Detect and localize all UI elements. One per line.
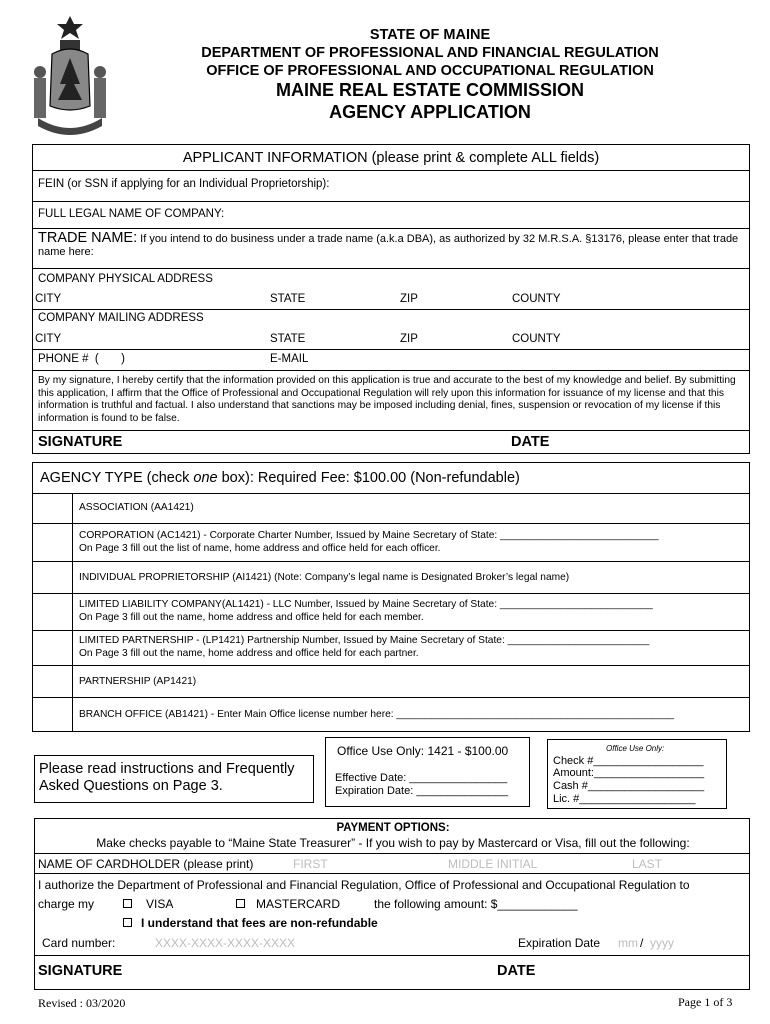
physical-zip-field[interactable]: ZIP — [400, 293, 418, 305]
header-department: DEPARTMENT OF PROFESSIONAL AND FINANCIAL REGULATION — [201, 45, 659, 61]
mailing-county-field[interactable]: COUNTY — [512, 333, 561, 345]
mailing-state-field[interactable]: STATE — [270, 333, 306, 345]
agency-option-lp: LIMITED PARTNERSHIP - (LP1421) Partnership Number, Issued by Maine Secretary of State: _________________________ On Page 3 fill out the name, home address and office held for each partner. — [79, 635, 650, 659]
mailing-city-field[interactable]: CITY — [35, 333, 62, 345]
header-office: OFFICE OF PROFESSIONAL AND OCCUPATIONAL REGULATION — [206, 63, 654, 79]
agency-option-individual: INDIVIDUAL PROPRIETORSHIP (AI1421) (Note: Company’s legal name is Designated Broker’s legal name) — [79, 572, 570, 583]
revised-date: Revised : 03/2020 — [38, 996, 126, 1010]
authorize-text: I authorize the Department of Professional and Financial Regulation, Office of Professional and Occupational Regulation to — [38, 878, 690, 892]
page-title: AGENCY APPLICATION — [329, 102, 531, 122]
expiration-date: Expiration Date: _______________ — [335, 785, 509, 797]
payment-date-field[interactable]: DATE — [497, 963, 536, 979]
card-number-label: Card number: — [42, 936, 116, 950]
office-use-small-title: Office Use Only: — [606, 744, 665, 753]
expiration-month-input[interactable]: mm — [618, 936, 638, 950]
payment-signature-field[interactable]: SIGNATURE — [38, 963, 123, 979]
payment-title: PAYMENT OPTIONS: — [336, 822, 450, 834]
non-refundable-label: I understand that fees are non-refundable — [141, 916, 378, 930]
office-cash: Cash #___________________ — [553, 780, 705, 792]
expiration-label: Expiration Date — [518, 936, 601, 950]
trade-name-label: TRADE NAME: — [38, 230, 138, 246]
physical-state-field[interactable]: STATE — [270, 293, 306, 305]
cardholder-middle-input[interactable]: MIDDLE INITIAL — [448, 857, 538, 871]
agency-type-title: AGENCY TYPE (check one box): Required Fee: $100.00 (Non-refundable) — [40, 470, 520, 486]
date-field[interactable]: DATE — [511, 434, 550, 450]
agency-option-association: ASSOCIATION (AA1421) — [79, 502, 194, 513]
expiration-slash: / — [640, 936, 644, 950]
office-check: Check #__________________ — [553, 755, 704, 767]
visa-checkbox[interactable] — [123, 899, 132, 908]
signature-field[interactable]: SIGNATURE — [38, 434, 123, 450]
mailing-address-field[interactable]: COMPANY MAILING ADDRESS — [38, 312, 204, 324]
certification-text: By my signature, I hereby certify that the information provided on this application is true and accurate to the best of my knowledge and belief. By submitting this application, I affirm that the Office of Professional and Occupational Regulation will rely upon this information for issuance of my license and that this information is truthful and factual. I also understand that sanctions may be imposed including denial, fines, suspension or revocation of my license if this information is found to be false. — [38, 375, 736, 424]
agency-checkbox-corporation[interactable] — [36, 527, 70, 559]
office-amount: Amount:__________________ — [553, 767, 705, 779]
non-refundable-checkbox[interactable] — [123, 918, 132, 927]
agency-checkbox-association[interactable] — [36, 497, 70, 521]
trade-name-text: If you intend to do business under a trade name (a.k.a DBA), as authorized by 32 M.R.S.A. §13176, please enter that trade name here: — [38, 233, 739, 258]
cardholder-first-input[interactable]: FIRST — [293, 857, 328, 871]
agency-checkbox-individual[interactable] — [36, 565, 70, 591]
page-number: Page 1 of 3 — [678, 995, 733, 1009]
header-state: STATE OF MAINE — [369, 27, 491, 43]
agency-checkbox-lp[interactable] — [36, 634, 70, 663]
agency-option-branch: BRANCH OFFICE (AB1421) - Enter Main Office license number here: _________________________________________________ — [79, 709, 675, 720]
payment-subtitle: Make checks payable to “Maine State Treasurer” - If you wish to pay by Mastercard or Visa, fill out the following: — [96, 836, 690, 850]
trade-name-field[interactable] — [38, 232, 743, 259]
agency-checkbox-branch[interactable] — [36, 701, 70, 730]
card-number-input[interactable]: XXXX-XXXX-XXXX-XXXX — [155, 936, 296, 950]
agency-checkbox-llc[interactable] — [36, 597, 70, 628]
expiration-year-input[interactable]: yyyy — [650, 936, 674, 950]
office-lic: Lic. #___________________ — [553, 793, 696, 805]
cardholder-label: NAME OF CARDHOLDER (please print) — [38, 857, 254, 871]
header-commission: MAINE REAL ESTATE COMMISSION — [275, 80, 584, 100]
office-use-title: Office Use Only: 1421 - $100.00 — [337, 744, 509, 758]
agency-checkbox-partnership[interactable] — [36, 669, 70, 695]
agency-option-partnership: PARTNERSHIP (AP1421) — [79, 676, 197, 687]
agency-option-llc: LIMITED LIABILITY COMPANY(AL1421) - LLC Number, Issued by Maine Secretary of State: ___________________________ On Page 3 fill out the name, home address and office held for each member. — [79, 599, 653, 623]
effective-date: Effective Date: ________________ — [335, 772, 508, 784]
applicant-info-title: APPLICANT INFORMATION (please print & complete ALL fields) — [182, 150, 600, 166]
fein-field[interactable]: FEIN (or SSN if applying for an Individual Proprietorship): — [38, 178, 330, 190]
agency-option-corporation: CORPORATION (AC1421) - Corporate Charter Number, Issued by Maine Secretary of State: ____________________________ On Page 3 fill out the list of name, home address and office held for each officer. — [79, 530, 659, 554]
state-seal-icon — [30, 14, 110, 142]
cardholder-last-input[interactable]: LAST — [632, 857, 663, 871]
mailing-zip-field[interactable]: ZIP — [400, 333, 418, 345]
email-field[interactable]: E-MAIL — [270, 353, 309, 365]
physical-city-field[interactable]: CITY — [35, 293, 62, 305]
phone-field[interactable]: PHONE # ( ) — [38, 353, 125, 365]
payment-amount-field[interactable]: the following amount: $____________ — [374, 897, 578, 911]
mastercard-checkbox[interactable] — [236, 899, 245, 908]
instructions-text: Please read instructions and Frequently Asked Questions on Page 3. — [39, 761, 295, 794]
mastercard-label: MASTERCARD — [256, 897, 341, 911]
physical-address-field[interactable]: COMPANY PHYSICAL ADDRESS — [38, 273, 213, 285]
visa-label: VISA — [146, 897, 174, 911]
charge-my-label: charge my — [38, 897, 95, 911]
legal-name-field[interactable]: FULL LEGAL NAME OF COMPANY: — [38, 208, 225, 220]
physical-county-field[interactable]: COUNTY — [512, 293, 561, 305]
